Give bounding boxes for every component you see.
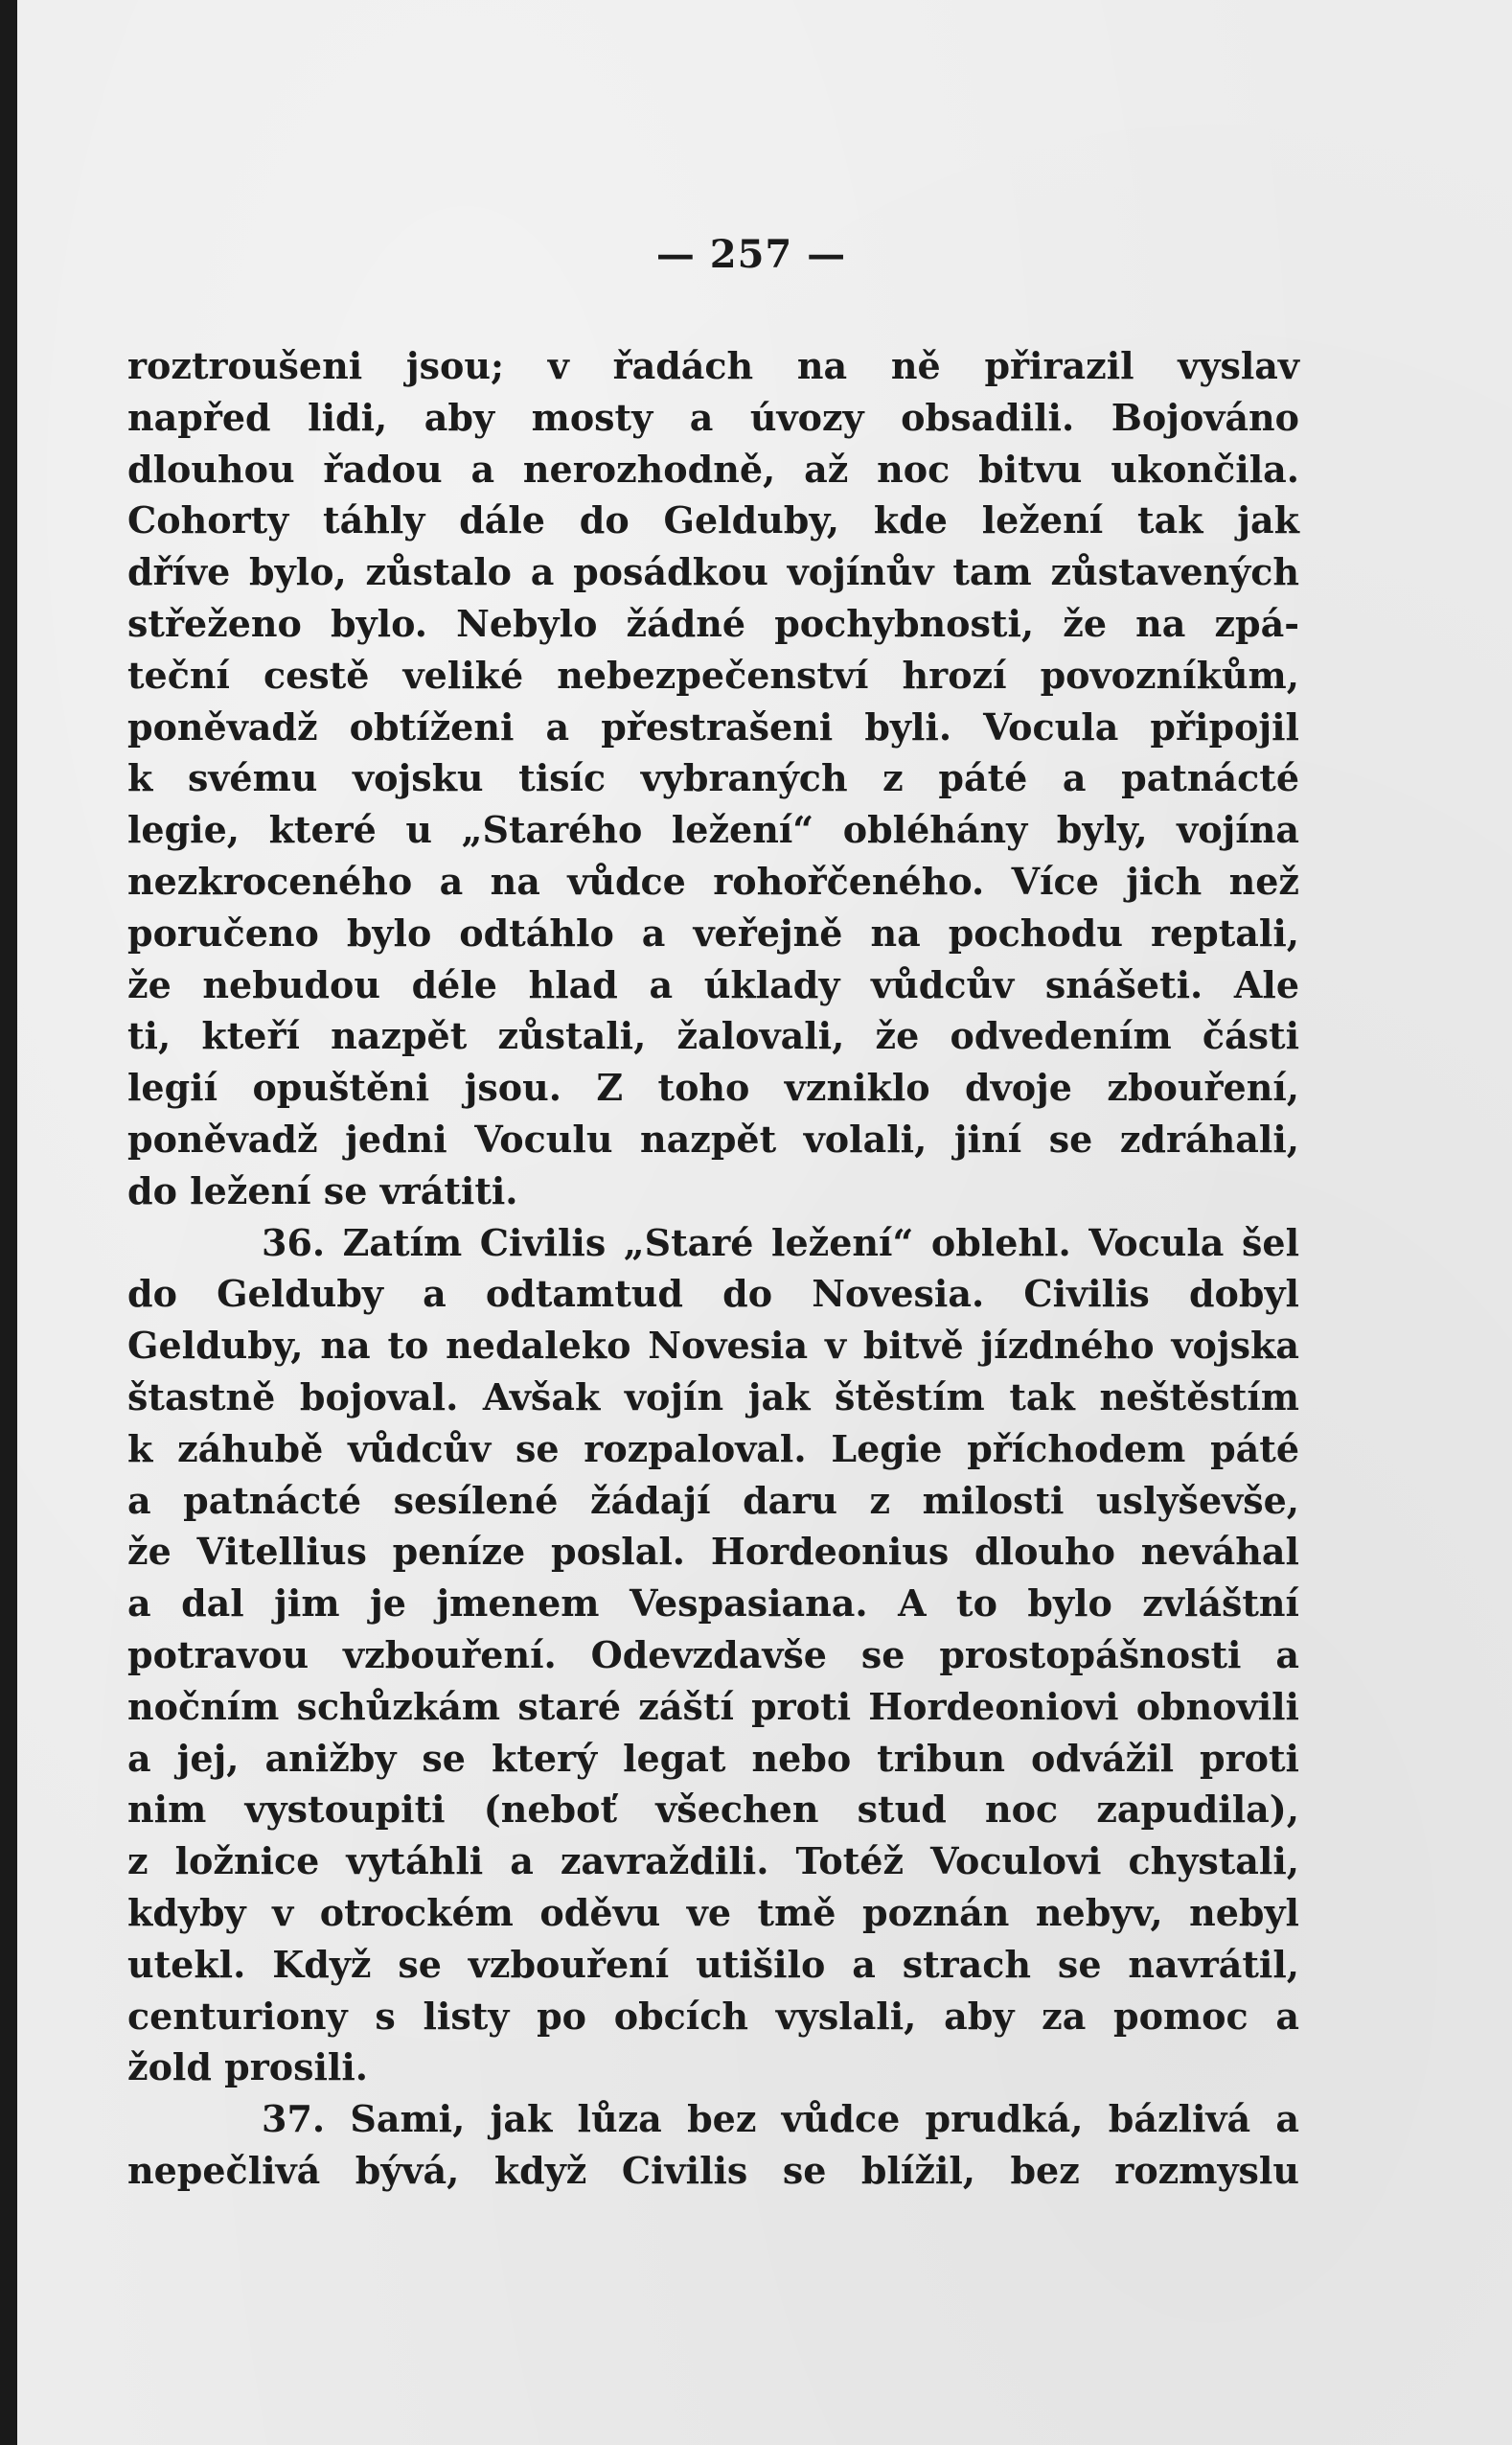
text-line: poručeno bylo odtáhlo a veřejně na pochodu reptali, <box>127 911 1299 955</box>
text-line: utekl. Když se vzbouření utišilo a strach se navrátil, <box>127 1942 1299 1986</box>
text-line: střeženo bylo. Nebylo žádné pochybnosti, že na zpá- <box>127 601 1299 645</box>
text-line: žold prosili. <box>127 2045 369 2089</box>
text-line: dlouhou řadou a nerozhodně, až noc bitvu ukončila. <box>127 447 1299 491</box>
text-line: že nebudou déle hlad a úklady vůdcův snášeti. Ale <box>127 962 1299 1006</box>
text-line: štastně bojoval. Avšak vojín jak štěstím tak neštěstím <box>127 1374 1299 1419</box>
text-line: centuriony s listy po obcích vyslali, aby za pomoc a <box>127 1994 1299 2038</box>
text-line: Gelduby, na to nedaleko Novesia v bitvě jízdného vojska <box>127 1324 1299 1368</box>
text-line: poněvadž obtíženi a přestrašeni byli. Vocula připojil <box>127 704 1299 749</box>
text-line: že Vitellius peníze poslal. Hordeonius dlouho neváhal <box>127 1530 1299 1574</box>
text-line: nim vystoupiti (neboť všechen stud noc zapudila), <box>127 1788 1299 1832</box>
text-line: do ležení se vrátiti. <box>127 1168 518 1212</box>
book-page <box>17 0 1512 2445</box>
text-line: 37. Sami, jak lůza bez vůdce prudká, bázlivá a <box>262 2097 1299 2141</box>
text-line: nočním schůzkám staré záští proti Hordeoniovi obnovili <box>127 1684 1299 1728</box>
text-line: a jej, anižby se který legat nebo tribun odvážil proti <box>127 1736 1299 1780</box>
text-line: teční cestě veliké nebezpečenství hrozí povozníkům, <box>127 653 1299 697</box>
text-line: roztroušeni jsou; v řadách na ně přirazil vyslav <box>127 344 1299 387</box>
text-line: legie, které u „Starého ležení“ obléhány byly, vojína <box>127 808 1299 852</box>
text-line: poněvadž jedni Voculu nazpět volali, jiní se zdráhali, <box>127 1117 1299 1161</box>
text-line: 36. Zatím Civilis „Staré ležení“ oblehl. Vocula šel <box>262 1220 1299 1264</box>
text-line: kdyby v otrockém oděvu ve tmě poznán nebyv, nebyl <box>127 1890 1299 1934</box>
text-line: z ložnice vytáhli a zavraždili. Totéž Voculovi chystali, <box>127 1839 1299 1883</box>
text-line: nepečlivá bývá, když Civilis se blížil, bez rozmyslu <box>127 2148 1299 2192</box>
text-line: legií opuštěni jsou. Z toho vzniklo dvoje zbouření, <box>127 1066 1299 1110</box>
body-text <box>127 340 1299 2197</box>
text-line: potravou vzbouření. Odevzdavše se prostopášnosti a <box>127 1632 1299 1676</box>
text-line: k svému vojsku tisíc vybraných z páté a patnácté <box>127 756 1299 800</box>
text-line: napřed lidi, aby mosty a úvozy obsadili. Bojováno <box>127 395 1299 439</box>
text-line: ti, kteří nazpět zůstali, žalovali, že odvedením části <box>127 1014 1299 1058</box>
text-line: Cohorty táhly dále do Gelduby, kde ležení tak jak <box>127 498 1299 542</box>
text-line: k záhubě vůdcův se rozpaloval. Legie příchodem páté <box>127 1426 1299 1470</box>
text-line: a patnácté sesílené žádají daru z milosti uslyševše, <box>127 1478 1299 1522</box>
text-line: nezkroceného a na vůdce rohořčeného. Více jich než <box>127 859 1299 903</box>
text-line: a dal jim je jmenem Vespasiana. A to bylo zvláštní <box>127 1581 1299 1626</box>
page-number: — 257 — <box>655 232 847 277</box>
text-line: dříve bylo, zůstalo a posádkou vojínův tam zůstavených <box>127 550 1299 594</box>
text-line: do Gelduby a odtamtud do Novesia. Civilis dobyl <box>127 1272 1299 1316</box>
